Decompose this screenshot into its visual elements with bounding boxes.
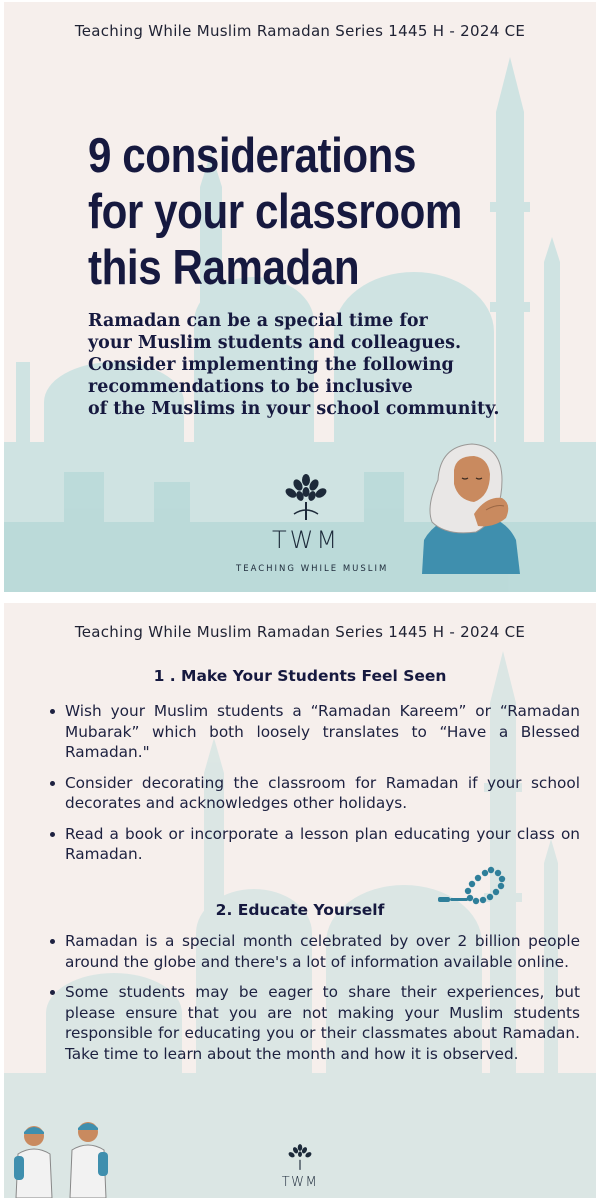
list-item: Read a book or incorporate a lesson plan educating your class on Ramadan.	[48, 824, 580, 865]
headline-line: this Ramadan	[88, 241, 360, 295]
cover-card	[4, 2, 596, 592]
intro-line: of the Muslims in your school community.	[88, 399, 500, 419]
list-item: Ramadan is a special month celebrated by over 2 billion people around the globe and there's a lot of information available online.	[48, 931, 580, 972]
praying-woman-illustration	[416, 440, 526, 574]
intro-paragraph	[88, 310, 558, 420]
intro-line: Ramadan can be a special time for	[88, 311, 428, 331]
series-header: Teaching While Muslim Ramadan Series 1445 H - 2024 CE	[74, 22, 526, 40]
headline-line: for your classroom	[88, 185, 462, 239]
intro-line: Consider implementing the following	[88, 355, 454, 375]
twm-logo-small	[272, 1143, 328, 1190]
twm-logo	[236, 472, 389, 574]
intro-line: your Muslim students and colleagues.	[88, 333, 462, 353]
section-title: 1 . Make Your Students Feel Seen	[153, 667, 447, 685]
series-header: Teaching While Muslim Ramadan Series 1445 H - 2024 CE	[74, 623, 526, 641]
list-item: Consider decorating the classroom for Ramadan if your school decorates and acknowledges other holidays.	[48, 773, 580, 814]
tree-logo-icon	[278, 472, 334, 522]
headline-line: 9 considerations	[88, 129, 417, 183]
logo-mark-text: TWM	[281, 1175, 319, 1190]
logo-tagline: TEACHING WHILE MUSLIM	[236, 564, 389, 574]
headline	[88, 128, 484, 296]
section-1-list	[48, 701, 580, 875]
considerations-card	[4, 603, 596, 1198]
section-title: 2. Educate Yourself	[215, 901, 385, 919]
intro-line: recommendations to be inclusive	[88, 377, 413, 397]
tree-logo-icon	[284, 1143, 316, 1171]
section-2-list	[48, 931, 580, 1074]
children-illustration	[6, 1118, 116, 1198]
list-item: Wish your Muslim students a “Ramadan Kareem” or “Ramadan Mubarak” which both loosely translates to “Have a Blessed Ramadan."	[48, 701, 580, 763]
list-item: Some students may be eager to share their experiences, but please ensure that you are not making your Muslim students responsible for educating you or their classmates about Ramadan. Take time to learn about the month and how it is observed.	[48, 982, 580, 1064]
logo-mark-text: TWM	[271, 526, 341, 554]
